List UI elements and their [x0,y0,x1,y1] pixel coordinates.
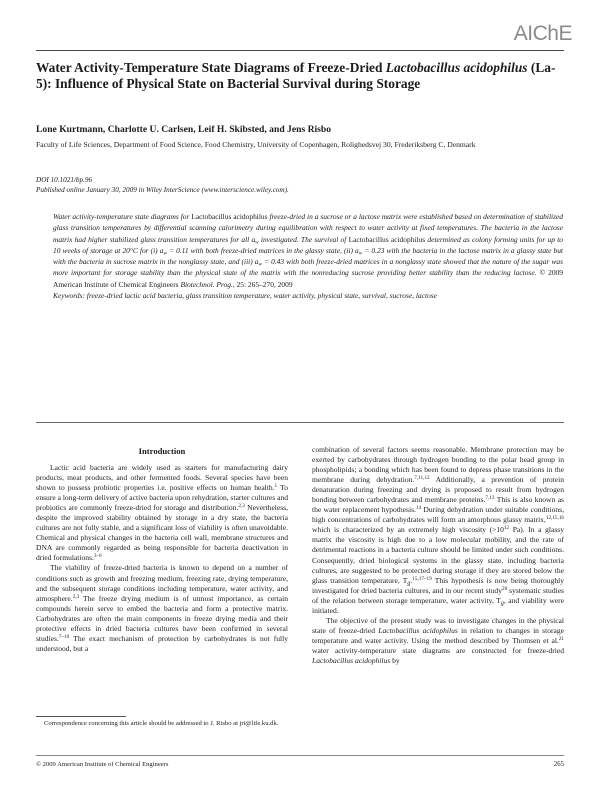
header-rule [36,50,564,51]
section-heading-introduction: Introduction [138,446,186,456]
journal-logo: AIChE [513,22,572,45]
title-text-end: (La-5): Influence of Physical State on Bacterial Survival during Storage [36,60,556,91]
title-species: Lactobacillus acidophilus [385,60,528,75]
paragraph: The objective of the present study was to investigate changes in the physical state of freeze-dried Lactobacillus acidophilus in relation to changes in storage temperature and water activity. Using the method described by Thomsen et al.$^{21}$ water activity-temperature state diagrams are constructed for freeze-dried Lactobacillus acidophilus by [312,615,564,665]
doi[interactable]: DOI 10.1021/bp.96 [36,176,93,184]
paragraph: combination of several factors seems reasonable. Membrane protection may be exerted by carbohydrates through hydrogen bonding to the polar head group in phospholipids; a bonding which has been found to depress phase transitions in the membrane during dehydration.$^{7,11,12}$ Additionally, a prevention of protein denaturation during freezing and drying is proposed to result from hydrogen bonding between carbohydrates and membrane proteins.$^{7,13}$ This is also known as the water replacement hypothesis.$^{14}$ During dehydration under suitable conditions, high concentrations of carbohydrates will form an amorphous glassy matrix,$^{12,15,16}$ which is characterized by an extremely high viscosity ($>10^{12}$ Pa). In a glassy matrix the viscosity is high due to a low molecular mobility, and the rate of detrimental reactions in a bacteria culture should be limited under such conditions. Consequently, dried biological systems in the glassy state, including bacteria cultures, are suggested to be protected during storage if they are stored below the glass transition temperature, Tg.$^{15,17-19}$ This hypothesis is now being thoroughly investigated for dried bacteria cultures, and in our recent study$^{20}$ systematic studies of the relation between storage temperature, water activity, Tg, and viability were initiated. [312,445,564,615]
abstract: Water activity-temperature state diagrams for Lactobacillus acidophilus freeze-dried in a sucrose or a lactose matrix were established based on determination of stabilized glass transition temperatures by differential scanning calorimetry during equilibration with respect to water activity at fixed temperatures. The bacteria in the lactose matrix had higher stabilized glass transition temperatures for all $a_w$ investigated. The survival of Lactobacillus acidophilus determined as colony forming units for up to 10 weeks of storage at 20°C for (i) $a_w = 0.11$ with both freeze-dried matrices in the glassy state, (ii) $a_w = 0.23$ with the bacteria in the lactose matrix in a glassy state but with the bacteria in sucrose matrix in the nonglassy state, and (iii) $a_w = 0.43$ with both freeze-dried matrices in a nonglassy state showed that the nature of the sugar was more important for storage stability than the physical state of the matrix with the nonreducing sucrose providing better stability than the reducing lactose. © 2009 American Institute of Chemical Engineers Biotechnol. Prog., 25: 265–270, 2009 Keywords: freeze-dried lactic acid bacteria, glass transition temperature, water activity, physical state, survival, sucrose, lactose [53,212,563,300]
author-list: Lone Kurtmann, Charlotte U. Carlsen, Leif H. Skibsted, and Jens Risbo [36,124,332,135]
body-column-right [312,445,564,666]
footer-copyright: © 2009 American Institute of Chemical Engineers [36,761,169,768]
paragraph: Lactic acid bacteria are widely used as starters for manufacturing dairy products, meat products, and other fermented foods. Several species have been shown to possess probiotic properties i.e. positive effects on human health.$^1$ To ensure a long-term delivery of active bacteria upon rehydration, starter cultures and probiotics are commonly freeze-dried for storage and distribution.$^{2,3}$ Nevertheless, despite the improved stability obtained by storage in a dry state, the bacteria cultures are not fully stable, and a significant loss of viability is often unavoidable. Chemical and physical changes in the bacteria cell wall, membrane structures and DNA are commonly regarded as being responsible for bacteria deactivation in dried formulations.$^{3-6}$ [36,463,288,563]
affiliation: Faculty of Life Sciences, Department of Food Science, Food Chemistry, University of Copenhagen, Rolighedsvej 30, Frederiksberg C, Denmark [36,140,476,149]
paragraph: The viability of freeze-dried bacteria is known to depend on a number of conditions such as growth and freezing medium, freezing rate, drying temperature, and the subsequent storage conditions including temperature, water activity, and atmosphere.$^{2,3}$ The freeze drying medium is of utmost importance, as certain compounds herein serve to embed the bacteria and form a protective matrix. Carbohydrates are often the main components in freeze drying media and their protective effects in dried bacteria cultures have been confirmed in several studies.$^{7-10}$ The exact mechanism of protection by carbohydrates is not fully understood, but a [36,563,288,653]
publication-info [36,176,566,196]
keywords: Keywords: freeze-dried lactic acid bacteria, glass transition temperature, water activity, physical state, survival, sucrose, lactose [53,290,437,300]
title-text: Water Activity-Temperature State Diagrams of Freeze-Dried [36,60,386,75]
body-column-left [36,463,288,654]
footnote-rule [36,716,126,717]
section-divider [36,422,564,423]
journal-name: Biotechnol. Prog. [180,279,233,289]
published-line: Published online January 30, 2009 in Wiley InterScience (www.interscience.wiley.com). [36,185,289,194]
correspondence-footnote: Correspondence concerning this article should be addressed to J. Risbo at jri@life.ku.dk. [44,720,279,727]
abstract-copyright: © 2009 American Institute of Chemical Engineers [53,268,563,289]
footer-rule [36,755,564,756]
page-number: 265 [553,761,564,768]
article-title [36,60,556,92]
